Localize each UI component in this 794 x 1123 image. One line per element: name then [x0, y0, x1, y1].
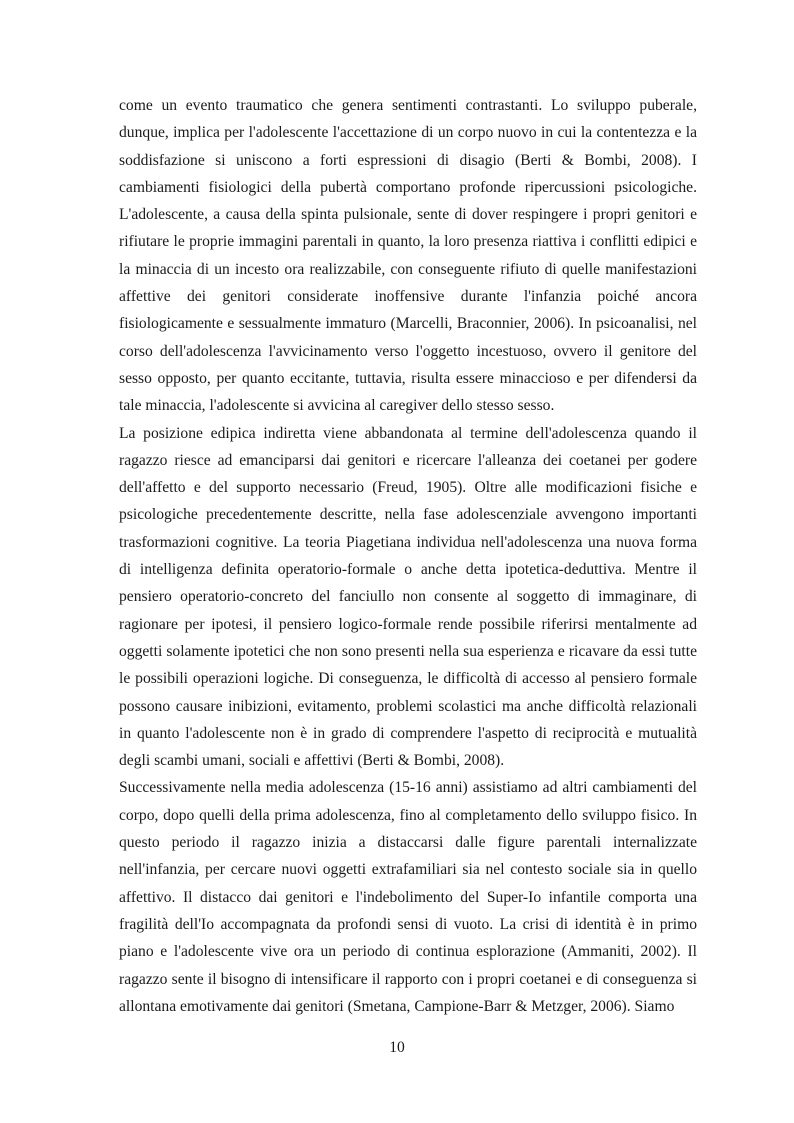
- paragraph-1: come un evento traumatico che genera sentimenti contrastanti. Lo sviluppo puberale, dunque, implica per l'adolescente l'accettazione di un corpo nuovo in cui la contentezza e la soddisfazione si uniscono a forti espressioni di disagio (Berti & Bombi, 2008). I cambiamenti fisiologici della pubertà comportano profonde ripercussioni psicologiche. L'adolescente, a causa della spinta pulsionale, sente di dover respingere i propri genitori e rifiutare le proprie immagini parentali in quanto, la loro presenza riattiva i conflitti edipici e la minaccia di un incesto ora realizzabile, con conseguente rifiuto di quelle manifestazioni affettive dei genitori considerate inoffensive durante l'infanzia poiché ancora fisiologicamente e sessualmente immaturo (Marcelli, Braconnier, 2006). In psicoanalisi, nel corso dell'adolescenza l'avvicinamento verso l'oggetto incestuoso, ovvero il genitore del sesso opposto, per quanto eccitante, tuttavia, risulta essere minaccioso e per difendersi da tale minaccia, l'adolescente si avvicina al caregiver dello stesso sesso.: [119, 97, 697, 415]
- paragraph-3: Successivamente nella media adolescenza (15-16 anni) assistiamo ad altri cambiamenti del corpo, dopo quelli della prima adolescenza, fino al completamento dello sviluppo fisico. In questo periodo il ragazzo inizia a distaccarsi dalle figure parentali internalizzate nell'infanzia, per cercare nuovi oggetti extrafamiliari sia nel contesto sociale sia in quello affettivo. Il distacco dai genitori e l'indebolimento del Super-Io infantile comporta una fragilità dell'Io accompagnata da profondi sensi di vuoto. La crisi di identità è in primo piano e l'adolescente vive ora un periodo di continua esplorazione (Ammaniti, 2002). Il ragazzo sente il bisogno di intensificare il rapporto con i propri coetanei e di conseguenza si allontana emotivamente dai genitori (Smetana, Campione-Barr & Metzger, 2006). Siamo: [119, 779, 697, 1015]
- paragraph-2: La posizione edipica indiretta viene abbandonata al termine dell'adolescenza quando il ragazzo riesce ad emanciparsi dai genitori e ricercare l'alleanza dei coetanei per godere dell'affetto e del supporto necessario (Freud, 1905). Oltre alle modificazioni fisiche e psicologiche precedentemente descritte, nella fase adolescenziale avvengono importanti trasformazioni cognitive. La teoria Piagetiana individua nell'adolescenza una nuova forma di intelligenza definita operatorio-formale o anche detta ipotetica-deduttiva. Mentre il pensiero operatorio-concreto del fanciullo non consente al soggetto di immaginare, di ragionare per ipotesi, il pensiero logico-formale rende possibile riferirsi mentalmente ad oggetti solamente ipotetici che non sono presenti nella sua esperienza e ricavare da essi tutte le possibili operazioni logiche. Di conseguenza, le difficoltà di accesso al pensiero formale possono causare inibizioni, evitamento, problemi scolastici ma anche difficoltà relazionali in quanto l'adolescente non è in grado di comprendere l'aspetto di reciprocità e mutualità degli scambi umani, sociali e affettivi (Berti & Bombi, 2008).: [119, 424, 697, 770]
- body-text: [119, 92, 697, 1020]
- page-number: 10: [389, 1039, 405, 1056]
